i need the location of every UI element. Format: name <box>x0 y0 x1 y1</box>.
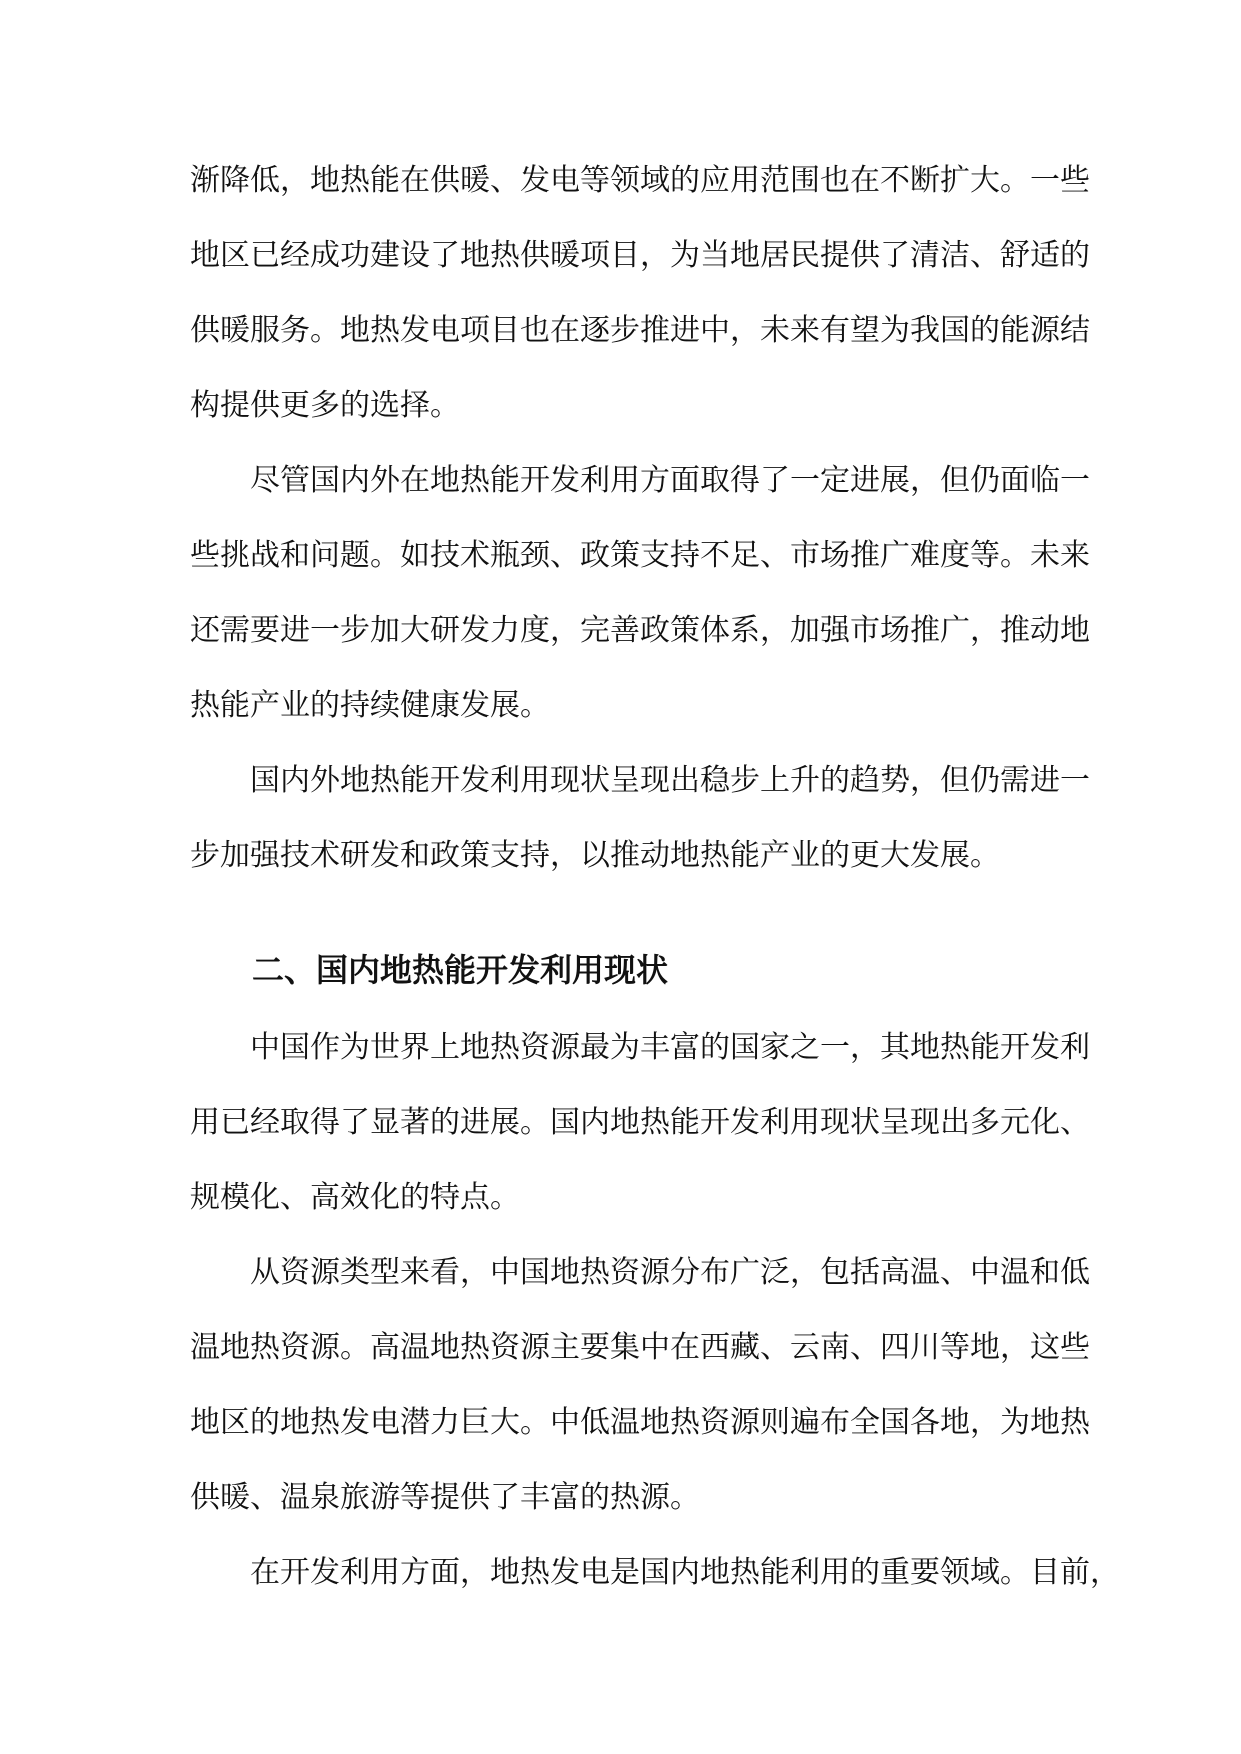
text-line: 地区的地热发电潜力巨大。中低温地热资源则遍布全国各地，为地热 <box>190 1405 1090 1440</box>
text-line: 在开发利用方面，地热发电是国内地热能利用的重要领域。目前， <box>250 1555 1120 1590</box>
text-line: 构提供更多的选择。 <box>190 388 460 423</box>
text-line: 步加强技术研发和政策支持，以推动地热能产业的更大发展。 <box>190 838 1000 873</box>
text-line: 中国作为世界上地热资源最为丰富的国家之一，其地热能开发利 <box>250 1030 1090 1065</box>
text-line: 规模化、高效化的特点。 <box>190 1180 520 1215</box>
paragraph <box>190 143 1090 443</box>
text-line: 温地热资源。高温地热资源主要集中在西藏、云南、四川等地，这些 <box>190 1330 1090 1365</box>
text-line: 热能产业的持续健康发展。 <box>190 688 550 723</box>
text-line: 尽管国内外在地热能开发利用方面取得了一定进展，但仍面临一 <box>250 463 1090 498</box>
text-line: 些挑战和问题。如技术瓶颈、政策支持不足、市场推广难度等。未来 <box>190 538 1090 573</box>
paragraph <box>190 743 1090 893</box>
paragraph <box>190 1010 1090 1235</box>
text-line: 还需要进一步加大研发力度，完善政策体系，加强市场推广，推动地 <box>190 613 1090 648</box>
text-line: 国内外地热能开发利用现状呈现出稳步上升的趋势，但仍需进一 <box>250 763 1090 798</box>
text-line: 渐降低，地热能在供暖、发电等领域的应用范围也在不断扩大。一些 <box>190 163 1090 198</box>
paragraph <box>190 1535 1120 1610</box>
text-line: 用已经取得了显著的进展。国内地热能开发利用现状呈现出多元化、 <box>190 1105 1090 1140</box>
text-line: 供暖、温泉旅游等提供了丰富的热源。 <box>190 1480 700 1515</box>
document-body <box>190 143 1120 1610</box>
paragraph <box>190 1235 1090 1535</box>
text-line: 地区已经成功建设了地热供暖项目，为当地居民提供了清洁、舒适的 <box>190 238 1090 273</box>
text-line: 从资源类型来看，中国地热资源分布广泛，包括高温、中温和低 <box>250 1255 1090 1290</box>
section-heading: 二、国内地热能开发利用现状 <box>252 951 669 989</box>
paragraph <box>190 443 1090 743</box>
text-line: 供暖服务。地热发电项目也在逐步推进中，未来有望为我国的能源结 <box>190 313 1090 348</box>
